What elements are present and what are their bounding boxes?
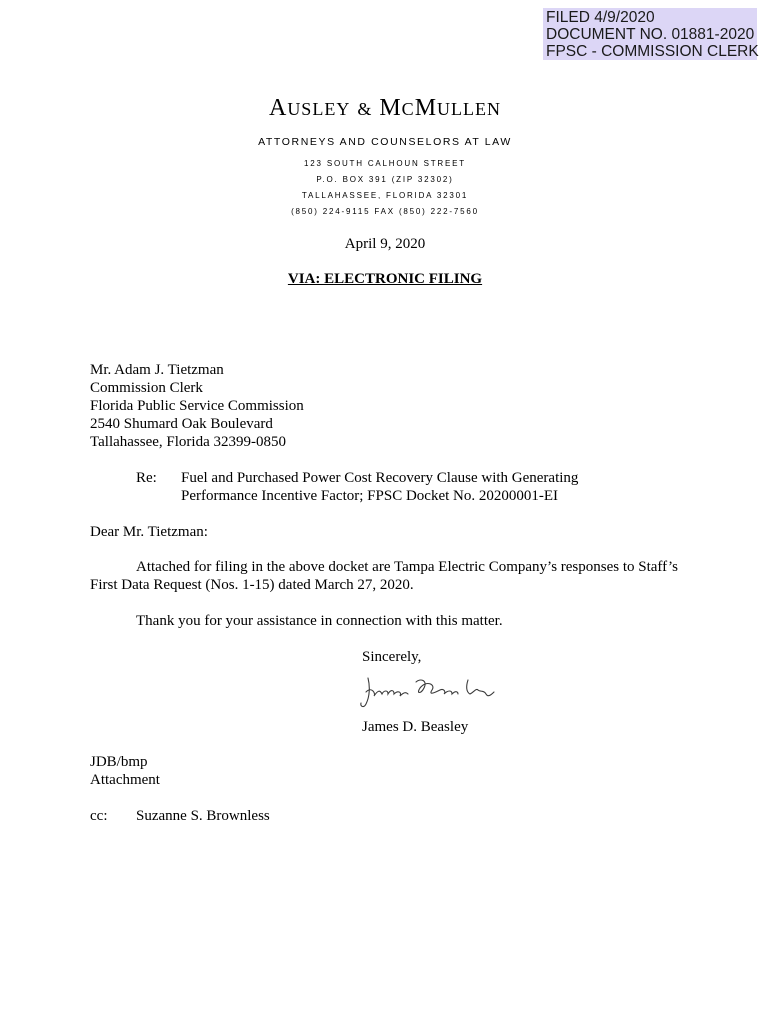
address-phone-fax: (850) 224-9115 FAX (850) 222-7560 — [291, 207, 479, 216]
firm-name-ausley-rest: USLEY — [287, 99, 351, 119]
address-po-box: P.O. BOX 391 (ZIP 32302) — [316, 175, 454, 184]
address-city: TALLAHASSEE, FLORIDA 32301 — [301, 191, 469, 200]
recipient-street: 2540 Shumard Oak Boulevard — [90, 416, 273, 432]
stamp-clerk: FPSC - COMMISSION CLERK — [546, 43, 759, 60]
cc-name: Suzanne S. Brownless — [136, 808, 270, 824]
recipient-title: Commission Clerk — [90, 380, 203, 396]
firm-tagline: ATTORNEYS AND COUNSELORS AT LAW — [258, 136, 512, 148]
re-label: Re: — [136, 470, 157, 486]
closing: Sincerely, — [362, 649, 422, 665]
firm-name-initial-m: M — [379, 95, 402, 121]
firm-name-c: C — [401, 99, 415, 119]
body-paragraph1-line2: First Data Request (Nos. 1-15) dated March 27, 2020. — [90, 577, 414, 593]
enclosure-notation: Attachment — [90, 772, 160, 788]
firm-name-initial-m2: M — [414, 95, 438, 121]
recipient-organization: Florida Public Service Commission — [90, 398, 304, 414]
recipient-name: Mr. Adam J. Tietzman — [90, 362, 224, 378]
firm-name-initial-a: A — [268, 95, 288, 121]
body-paragraph2: Thank you for your assistance in connection with this matter. — [136, 613, 503, 629]
filing-stamp — [543, 8, 757, 60]
address-street: 123 SOUTH CALHOUN STREET — [304, 159, 466, 168]
re-subject-line1: Fuel and Purchased Power Cost Recovery Clause with Generating — [181, 470, 579, 486]
re-subject-line2: Performance Incentive Factor; FPSC Docket No. 20200001-EI — [181, 488, 558, 504]
firm-name — [0, 95, 770, 122]
recipient-city: Tallahassee, Florida 32399-0850 — [90, 434, 286, 450]
via-line: VIA: ELECTRONIC FILING — [287, 271, 483, 287]
stamp-document-number: DOCUMENT NO. 01881-2020 — [546, 26, 755, 43]
firm-name-ampersand: & — [357, 99, 373, 119]
body-paragraph1-line1: Attached for filing in the above docket are Tampa Electric Company’s responses to Staff’s — [136, 559, 678, 575]
typist-initials: JDB/bmp — [90, 754, 148, 770]
cc-label: cc: — [90, 808, 108, 824]
handwritten-signature — [358, 672, 508, 712]
signer-name: James D. Beasley — [362, 719, 469, 735]
stamp-filed-date: FILED 4/9/2020 — [546, 9, 655, 26]
firm-name-mullen-rest: ULLEN — [437, 99, 502, 119]
letter-date: April 9, 2020 — [344, 236, 426, 252]
salutation: Dear Mr. Tietzman: — [90, 524, 208, 540]
